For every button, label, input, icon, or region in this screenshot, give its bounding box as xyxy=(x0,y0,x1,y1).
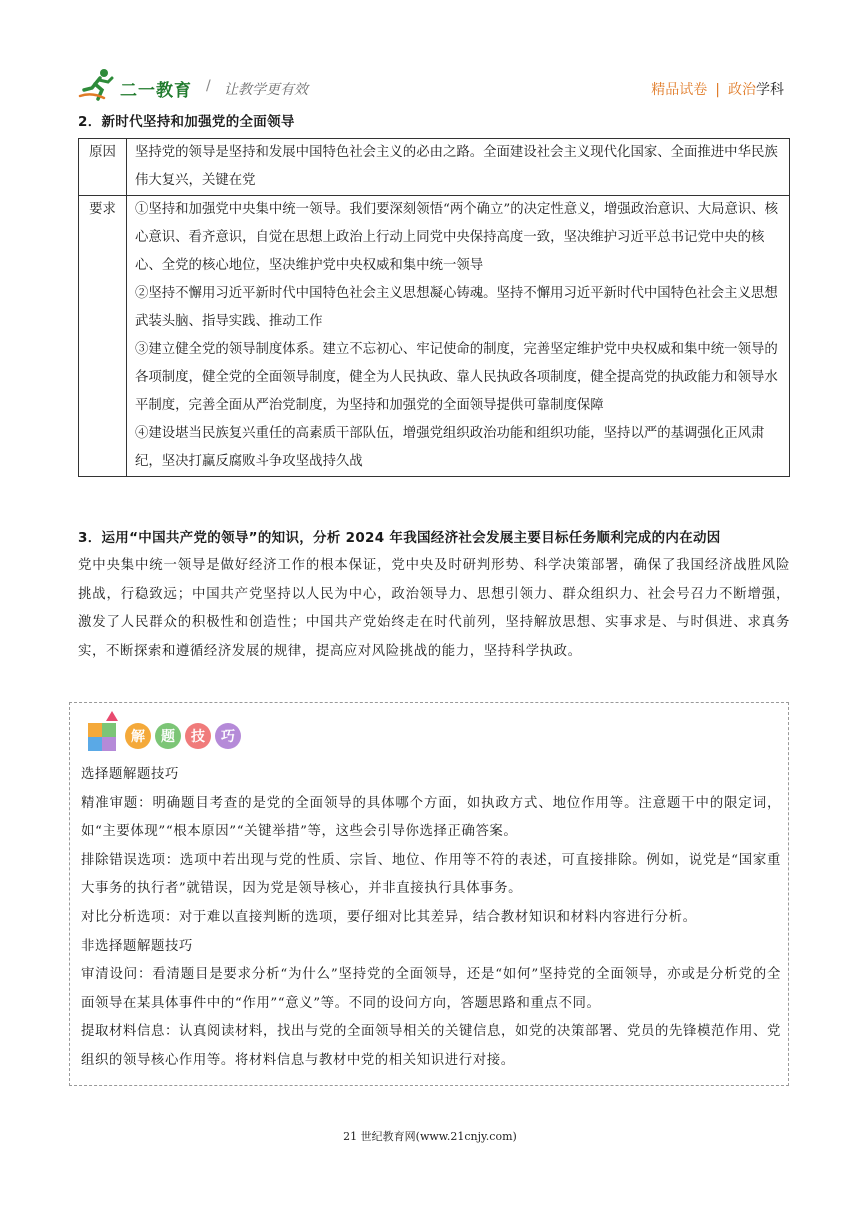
tips-body xyxy=(81,761,781,1076)
row-content xyxy=(127,139,790,196)
tips-paragraph: 排除错误选项：选项中若出现与党的性质、宗旨、地位、作用等不符的表述，可直接排除。例如，说党是“国家重大事务的执行者”就错误，因为党是领导核心，并非直接执行具体事务。 xyxy=(81,852,781,897)
runner-logo-icon xyxy=(78,68,118,102)
page-header xyxy=(78,68,784,108)
leadership-table xyxy=(78,138,790,477)
brand-slogan: 让教学更有效 xyxy=(224,82,308,98)
page-footer: 21 世纪教育网(www.21cnjy.com) xyxy=(343,1130,517,1143)
product-label: 精品试卷 xyxy=(651,82,708,98)
puzzle-tips-badge-icon xyxy=(86,709,246,753)
brand-name: 二一教育 xyxy=(120,81,192,101)
row-line: ④建设堪当民族复兴重任的高素质干部队伍，增强党组织政治功能和组织功能，坚持以严的基调强化正风肃纪，坚决打赢反腐败斗争攻坚战持久战 xyxy=(135,426,765,469)
section-2-title: 2．新时代坚持和加强党的全面领导 xyxy=(78,114,295,130)
header-right xyxy=(651,79,784,99)
table-row xyxy=(79,196,790,477)
row-content xyxy=(127,196,790,477)
tips-heading: 选择题解题技巧 xyxy=(81,767,179,782)
subject-rest: 学科 xyxy=(756,82,784,98)
tips-paragraph: 对比分析选项：对于难以直接判断的选项，要仔细对比其差异，结合教材知识和材料内容进行分析。 xyxy=(81,909,697,925)
row-line: 坚持党的领导是坚持和发展中国特色社会主义的必由之路。全面建设社会主义现代化国家、全面推进中华民族伟大复兴，关键在党 xyxy=(135,145,778,188)
header-divider: / xyxy=(206,78,211,94)
header-separator: | xyxy=(715,82,720,98)
tips-paragraph: 审清设问：看清题目是要求分析“为什么”坚持党的全面领导，还是“如何”坚持党的全面领导，亦或是分析党的全面领导在某具体事件中的“作用”“意义”等。不同的设问方向，答题思路和重点不同。 xyxy=(81,967,781,1011)
tips-paragraph: 精准审题：明确题目考查的是党的全面领导的具体哪个方面，如执政方式、地位作用等。注意题干中的限定词，如“主要体现”“根本原因”“关键举措”等，这些会引导你选择正确答案。 xyxy=(81,795,781,840)
subject-highlight: 政治 xyxy=(728,82,756,98)
section-3-title: 3．运用“中国共产党的领导”的知识，分析 2024 年我国经济社会发展主要目标任务顺利完成的内在动因 xyxy=(78,530,721,546)
row-key: 要求 xyxy=(79,196,127,477)
badge-char: 解 xyxy=(131,729,145,745)
row-key: 原因 xyxy=(79,139,127,196)
tips-paragraph: 提取材料信息：认真阅读材料，找出与党的全面领导相关的关键信息，如党的决策部署、党员的先锋模范作用、党组织的领导核心作用等。将材料信息与教材中党的相关知识进行对接。 xyxy=(81,1024,781,1068)
badge-char: 题 xyxy=(161,729,175,745)
badge-char: 巧 xyxy=(221,729,235,745)
row-line: ①坚持和加强党中央集中统一领导。我们要深刻领悟“两个确立”的决定性意义，增强政治意识、大局意识、核心意识、看齐意识，自觉在思想上政治上行动上同党中央保持高度一致，坚决维护习近平总书记党中央的核心、全党的核心地位，坚决维护党中央权威和集中统一领导 xyxy=(135,202,779,273)
section-3-answer: 党中央集中统一领导是做好经济工作的根本保证，党中央及时研判形势、科学决策部署，确保了我国经济战胜风险挑战，行稳致远；中国共产党坚持以人民为中心，政治领导力、思想引领力、群众组织力、社会号召力不断增强，激发了人民群众的积极性和创造性；中国共产党始终走在时代前列，坚持解放思想、实事求是、与时俱进、求真务实，不断探索和遵循经济发展的规律，提高应对风险挑战的能力，坚持科学执政。 xyxy=(78,558,790,659)
badge-char: 技 xyxy=(191,729,205,745)
row-line: ②坚持不懈用习近平新时代中国特色社会主义思想凝心铸魂。坚持不懈用习近平新时代中国特色社会主义思想武装头脑、指导实践、推动工作 xyxy=(135,286,778,329)
table-row xyxy=(79,139,790,196)
row-line: ③建立健全党的领导制度体系。建立不忘初心、牢记使命的制度，完善坚定维护党中央权威和集中统一领导的各项制度，健全党的全面领导制度，健全为人民执政、靠人民执政各项制度，健全提高党的执政能力和领导水平制度，完善全面从严治党制度，为坚持和加强党的全面领导提供可靠制度保障 xyxy=(135,342,778,413)
tips-heading: 非选择题解题技巧 xyxy=(81,938,193,954)
tips-box xyxy=(69,702,789,1086)
